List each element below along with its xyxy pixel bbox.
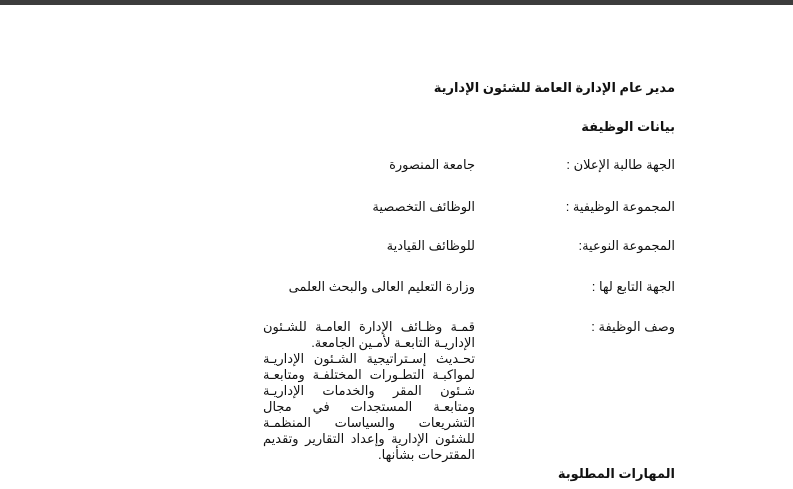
qualitative-group-label: المجموعة النوعية:: [578, 238, 675, 253]
job-title: مدير عام الإدارة العامة للشئون الإدارية: [433, 80, 675, 95]
job-group-label: المجموعة الوظيفية :: [565, 199, 675, 214]
job-description-paragraph-2: تحـديث إسـتراتيجية الشـئون الإداريـة لمواكبـة التطـورات المختلفـة ومتابعـة شـئون المقر والخدمات الإداريـة ومتابعـة المستجدات في مجال التشريعات والسياسات المنظمـة للشئون الإدارية وإعداد التقارير وتقديم المقترحات بشأنها.: [263, 351, 475, 462]
job-group-value: الوظائف التخصصية: [372, 199, 475, 214]
advertiser-label: الجهة طالبة الإعلان :: [566, 157, 675, 172]
affiliation-value: وزارة التعليم العالى والبحث العلمى: [288, 279, 475, 294]
job-description-paragraph-1: قمـة وظـائف الإدارة العامـة للشـئون الإداريـة التابعـة لأمـين الجامعة.: [263, 319, 475, 350]
job-description-text: [263, 319, 475, 463]
job-data-heading: بيانات الوظيفة: [581, 119, 675, 134]
affiliation-label: الجهة التابع لها :: [591, 279, 675, 294]
advertiser-value: جامعة المنصورة: [389, 157, 475, 172]
qualitative-group-value: للوظائف القيادية: [386, 238, 475, 253]
skills-heading: المهارات المطلوبة: [557, 466, 675, 481]
job-description-label: وصف الوظيفة :: [591, 319, 675, 334]
